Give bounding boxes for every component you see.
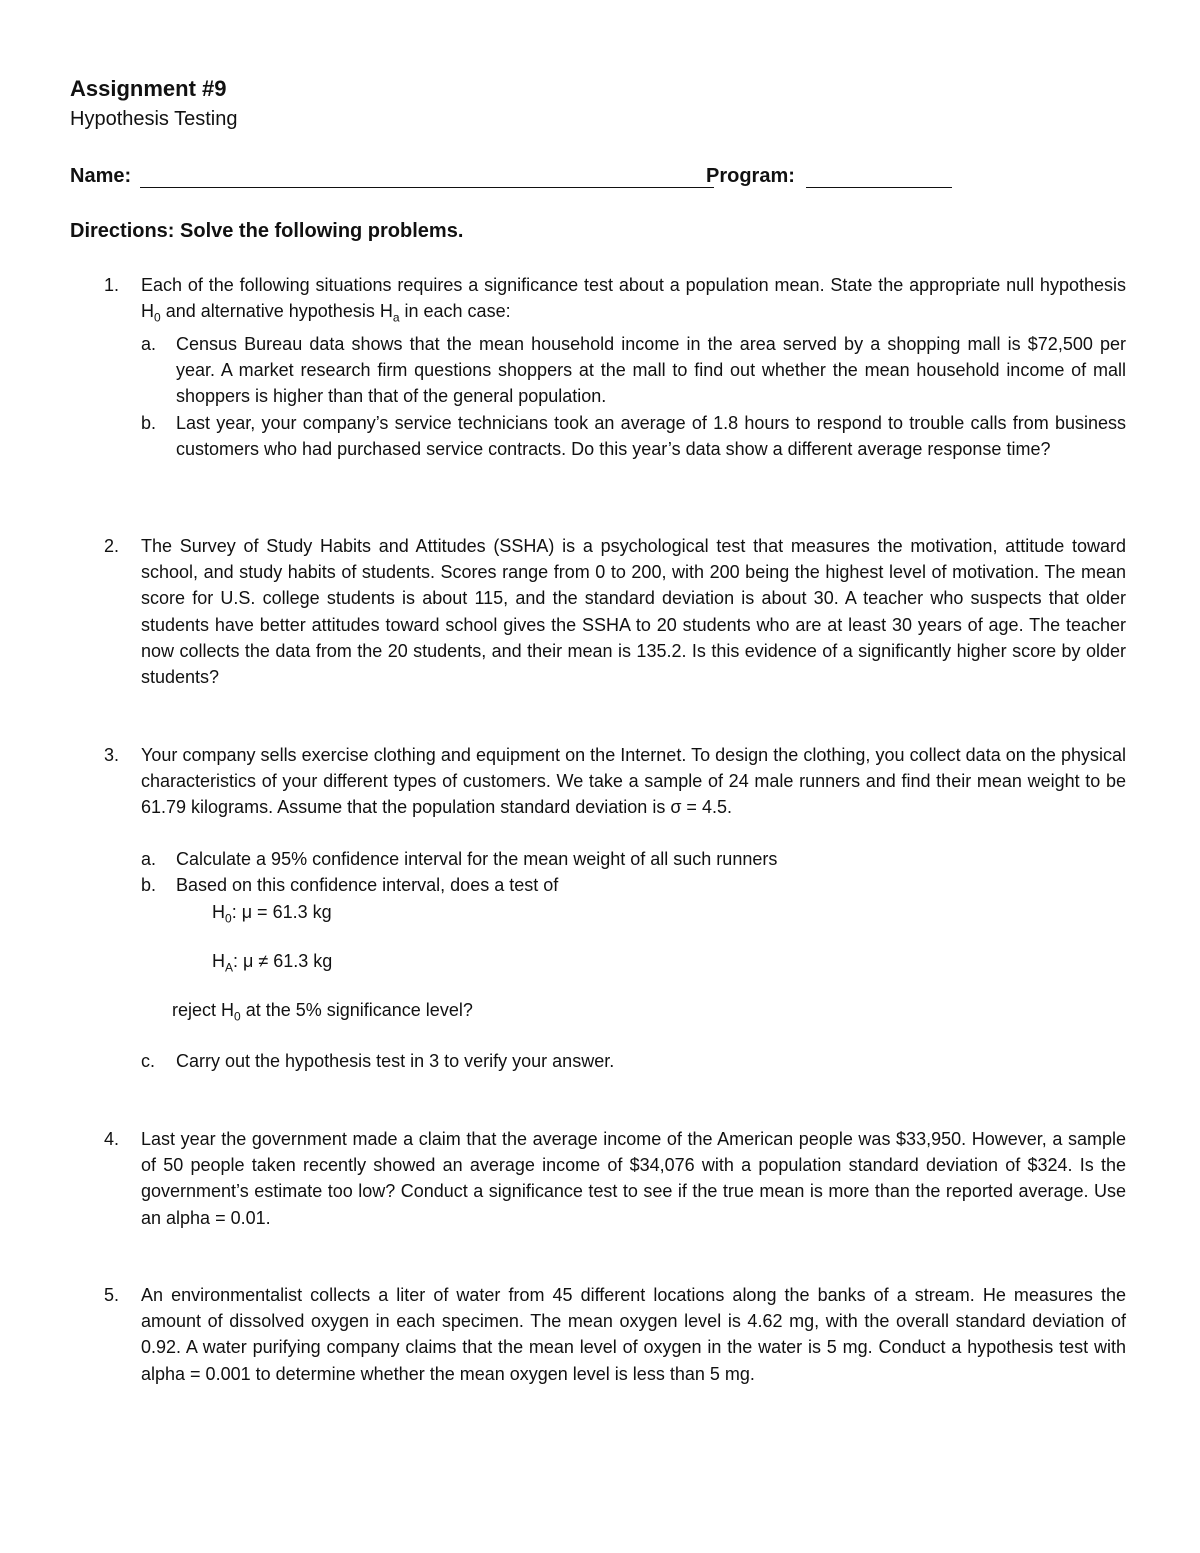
part-letter: b. xyxy=(141,875,157,896)
hyp-h: H xyxy=(212,902,225,922)
reject-text: reject H xyxy=(172,1000,235,1020)
problem-1-part-a xyxy=(141,331,1126,410)
problem-4 xyxy=(104,1126,1126,1231)
subscript: a xyxy=(392,310,400,325)
problem-1-part-b xyxy=(141,410,1126,462)
intro-text: in each case: xyxy=(399,301,511,322)
problem-5 xyxy=(104,1282,1126,1387)
intro-text: Each of the following situations requires a significance test about a population mean. State the appropriate null hypothesis H xyxy=(141,275,1126,322)
subscript: 0 xyxy=(234,1009,241,1024)
subscript: A xyxy=(225,960,234,975)
part-text: Carry out the hypothesis test in 3 to verify your answer. xyxy=(176,1051,615,1071)
problem-1 xyxy=(104,272,1126,462)
reject-question xyxy=(172,1000,473,1024)
assignment-subtitle: Hypothesis Testing xyxy=(70,108,238,130)
assignment-title: Assignment #9 xyxy=(70,76,227,101)
null-hypothesis xyxy=(212,902,332,926)
part-text: Census Bureau data shows that the mean household income in the area served by a shopping mall is $72,500 per year. A market research firm questions shoppers at the mall to find out whether the mean household income of mall shoppers is higher than that of the general population. xyxy=(176,334,1126,407)
problem-3-parts xyxy=(104,846,1126,898)
name-program-row xyxy=(70,165,1130,195)
part-text: Last year, your company’s service technicians took an average of 1.8 hours to respond to trouble calls from business customers who had purchased service contracts. Do this year’s data show a different average response time? xyxy=(176,412,1126,459)
problem-1-intro xyxy=(141,272,1126,331)
program-label: Program: xyxy=(706,165,795,187)
problem-3-part-a xyxy=(141,846,1126,872)
part-text: Based on this confidence interval, does a test of xyxy=(176,875,559,896)
subscript: 0 xyxy=(225,911,232,926)
problem-2-text: The Survey of Study Habits and Attitudes (SSHA) is a psychological test that measures the motivation, attitude toward school, and study habits of students. Scores range from 0 to 200, with 200 being the highest level of motivation. The mean score for U.S. college students is about 115, and the standard deviation is about 30. A teacher who suspects that older students have better attitudes toward school gives the SSHA to 20 students who are at least 30 years of age. The teacher now collects the data from the 20 students, and their mean is 135.2. Is this evidence of a significantly higher score by older students? xyxy=(141,536,1126,688)
problem-3-part-b xyxy=(141,872,1126,898)
problem-number: 3. xyxy=(104,745,120,765)
problem-3-part-c xyxy=(141,1051,1121,1072)
problem-number: 2. xyxy=(104,536,120,556)
problem-number: 4. xyxy=(104,1129,120,1149)
part-text: Calculate a 95% confidence interval for the mean weight of all such runners xyxy=(176,849,778,869)
problem-number: 1. xyxy=(104,275,120,295)
problem-number: 5. xyxy=(104,1285,120,1305)
problem-2 xyxy=(104,533,1126,690)
hyp-h: H xyxy=(212,951,225,971)
directions: Directions: Solve the following problems. xyxy=(70,220,464,242)
part-letter: c. xyxy=(141,1051,156,1071)
problem-3-text: Your company sells exercise clothing and equipment on the Internet. To design the clothing, you collect data on the physical characteristics of your different types of customers. We take a sample of 24 male runners and find their mean weight to be 61.79 kilograms. Assume that the population standard deviation is σ = 4.5. xyxy=(141,745,1126,818)
part-letter: a. xyxy=(141,849,157,869)
problem-5-text: An environmentalist collects a liter of water from 45 different locations along the banks of a stream. He measures the amount of dissolved oxygen in each specimen. The mean oxygen level is 4.62 mg, with the overall standard deviation of 0.92. A water purifying company claims that the mean level of oxygen in the water is 5 mg. Conduct a hypothesis test with alpha = 0.001 to determine whether the mean oxygen level is less than 5 mg. xyxy=(141,1285,1126,1384)
problem-3 xyxy=(104,742,1126,821)
subscript: 0 xyxy=(154,310,161,325)
part-letter: a. xyxy=(141,334,157,354)
hyp-rest: : μ = 61.3 kg xyxy=(231,902,332,922)
hyp-rest: : μ ≠ 61.3 kg xyxy=(233,951,333,971)
alternative-hypothesis xyxy=(212,951,332,975)
problem-4-text: Last year the government made a claim that the average income of the American people was $33,950. However, a sample of 50 people taken recently showed an average income of $34,076 with a population standard deviation of $324. Is the government’s estimate too low? Conduct a significance test to see if the true mean is more than the reported average. Use an alpha = 0.01. xyxy=(141,1129,1126,1228)
program-blank-line xyxy=(806,187,952,188)
reject-text: at the 5% significance level? xyxy=(240,1000,473,1020)
part-letter: b. xyxy=(141,412,157,433)
intro-text: and alternative hypothesis H xyxy=(160,301,393,322)
name-label: Name: xyxy=(70,165,132,187)
name-blank-line xyxy=(140,187,714,188)
